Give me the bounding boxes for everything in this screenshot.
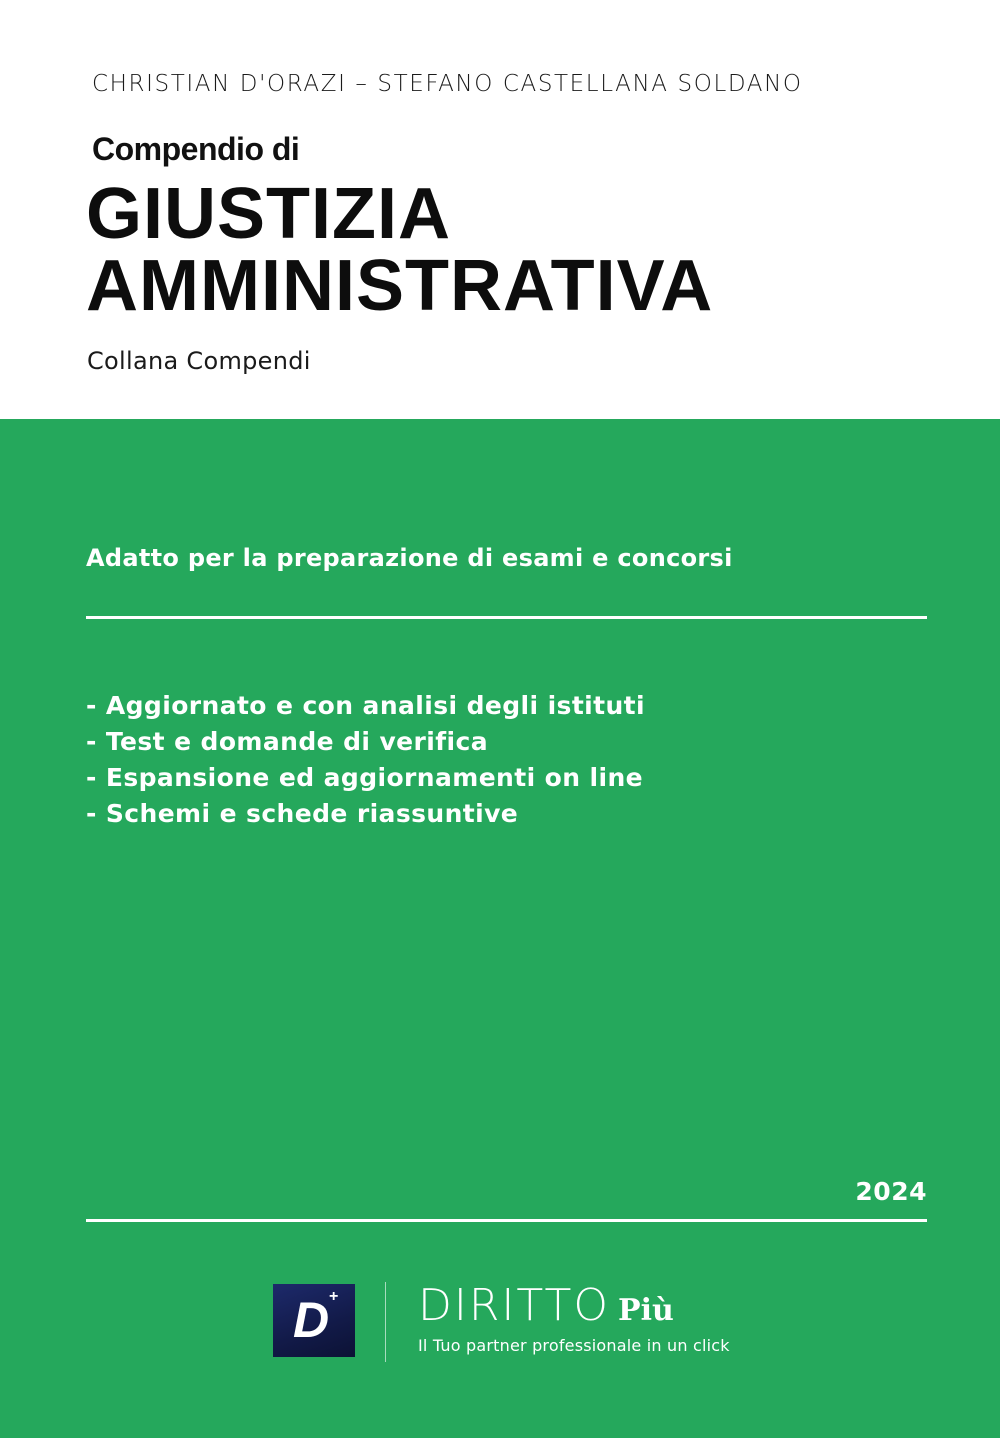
logo-letter: D xyxy=(293,1292,330,1348)
feature-item: - Aggiornato e con analisi degli istituti xyxy=(86,691,646,720)
publisher-name-main: DIRITTO xyxy=(418,1280,611,1331)
divider-bottom xyxy=(86,1219,927,1222)
publisher-name xyxy=(418,1280,674,1331)
publisher-slogan: Il Tuo partner professionale in un click xyxy=(418,1336,730,1355)
divider-top xyxy=(86,616,927,619)
feature-item: - Test e domande di verifica xyxy=(86,727,488,756)
cover-header-area xyxy=(0,0,1000,419)
logo-plus-icon: + xyxy=(329,1288,339,1305)
feature-item: - Espansione ed aggiornamenti on line xyxy=(86,763,644,792)
series-name: Collana Compendi xyxy=(87,347,311,375)
publication-year: 2024 xyxy=(855,1177,927,1206)
publisher-name-suffix: Più xyxy=(618,1293,674,1328)
title-line-2: AMMINISTRATIVA xyxy=(86,246,714,326)
authors: CHRISTIAN D'ORAZI – STEFANO CASTELLANA SOLDANO xyxy=(92,71,803,97)
title-line-1: GIUSTIZIA xyxy=(86,174,451,254)
feature-item: - Schemi e schede riassuntive xyxy=(86,799,519,828)
tagline: Adatto per la preparazione di esami e concorsi xyxy=(86,544,733,572)
publisher-logo-icon xyxy=(273,1284,355,1357)
feature-list xyxy=(86,688,645,832)
logo-separator xyxy=(385,1282,386,1362)
pre-title: Compendio di xyxy=(92,131,300,167)
